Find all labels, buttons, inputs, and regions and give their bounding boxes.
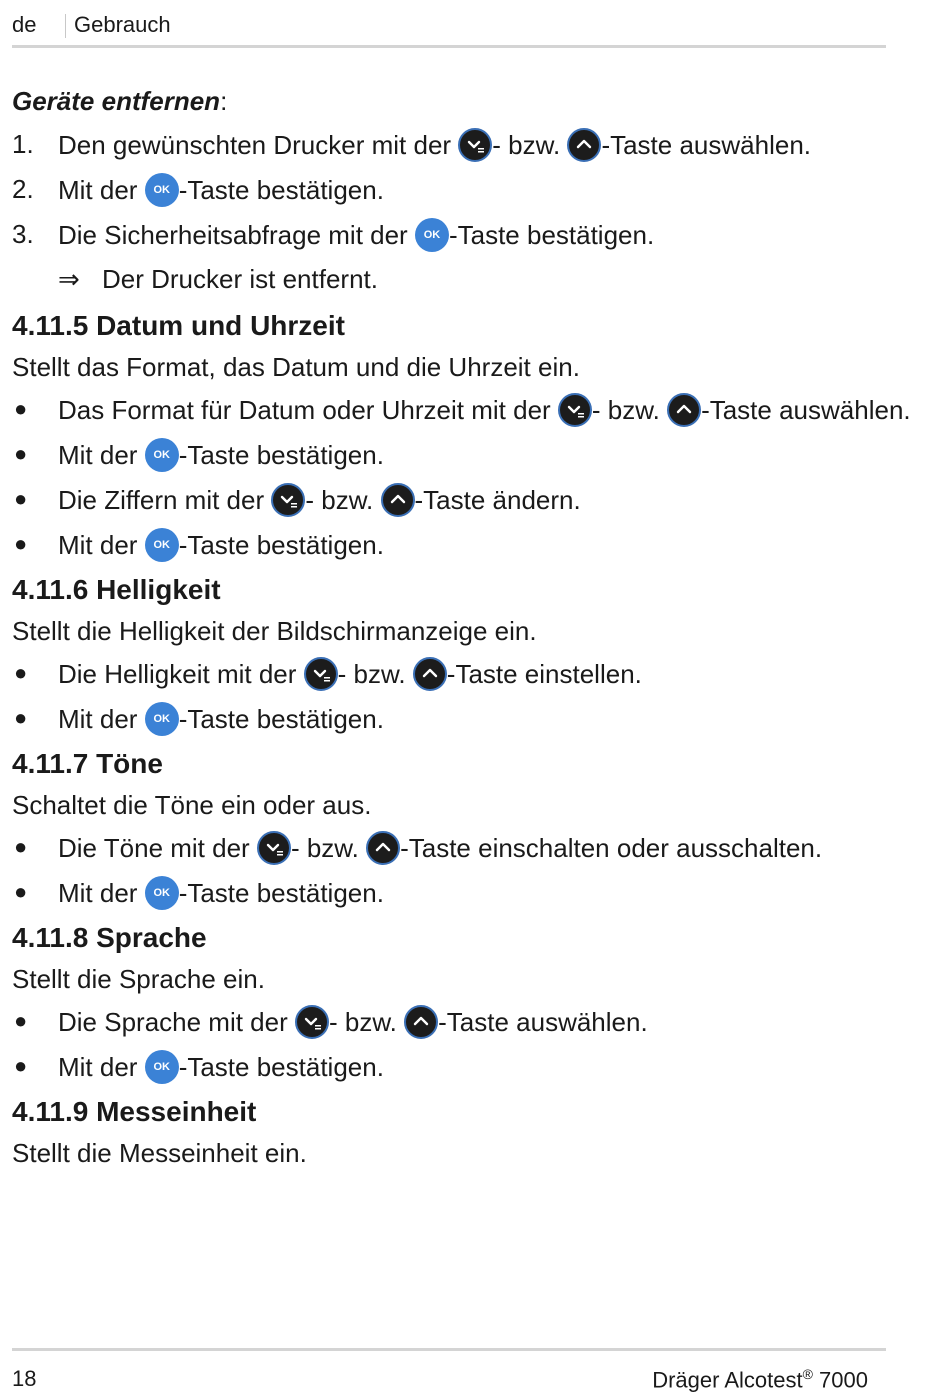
header-separator — [65, 14, 66, 38]
list-item: ● Mit der OK -Taste bestätigen. — [14, 1052, 384, 1082]
down-menu-key-icon — [271, 483, 305, 517]
list-item: ● Mit der OK -Taste bestätigen. — [14, 878, 384, 908]
step-item: 1. Den gewünschten Drucker mit der - bzw. -Taste auswählen. — [12, 129, 811, 160]
step-item: 3. Die Sicherheitsabfrage mit der OK -Taste bestätigen. — [12, 219, 655, 250]
header-rule — [12, 45, 886, 48]
remove-devices-heading: Geräte entfernen: — [12, 86, 228, 116]
page-content — [12, 82, 912, 1179]
bullet-icon: ● — [14, 660, 28, 685]
section-title: 4.11.6 Helligkeit — [12, 574, 221, 605]
up-key-icon — [381, 483, 415, 517]
page-number: 18 — [12, 1366, 37, 1391]
section-description: Stellt die Sprache ein. — [12, 964, 265, 994]
section-description: Stellt das Format, das Datum und die Uhrzeit ein. — [12, 352, 580, 382]
section-brightness — [12, 573, 912, 736]
ok-key-icon: OK — [145, 1050, 179, 1084]
down-menu-key-icon — [458, 128, 492, 162]
ok-key-icon: OK — [145, 528, 179, 562]
bullet-icon: ● — [14, 879, 28, 904]
ok-key-icon: OK — [145, 438, 179, 472]
language-code: de — [12, 12, 37, 37]
up-key-icon — [413, 657, 447, 691]
bullet-icon: ● — [14, 396, 28, 421]
up-key-icon — [667, 393, 701, 427]
section-title: 4.11.9 Messeinheit — [12, 1096, 257, 1127]
list-item: ● Mit der OK -Taste bestätigen. — [14, 530, 384, 560]
bullet-icon: ● — [14, 441, 28, 466]
down-menu-key-icon — [257, 831, 291, 865]
section-title: 4.11.7 Töne — [12, 748, 163, 779]
ok-key-icon: OK — [145, 173, 179, 207]
bullet-icon: ● — [14, 834, 28, 859]
up-key-icon — [404, 1005, 438, 1039]
footer-rule — [12, 1348, 886, 1351]
bullet-icon: ● — [14, 531, 28, 556]
list-item: ● Mit der OK -Taste bestätigen. — [14, 440, 384, 470]
step-item: 2. Mit der OK -Taste bestätigen. — [12, 174, 384, 205]
section-title: 4.11.8 Sprache — [12, 922, 207, 953]
page-header — [12, 12, 886, 46]
section-unit — [12, 1095, 912, 1169]
section-language — [12, 921, 912, 1084]
step-number: 2. — [12, 174, 34, 204]
section-title: 4.11.5 Datum und Uhrzeit — [12, 310, 345, 341]
ok-key-icon: OK — [415, 218, 449, 252]
down-menu-key-icon — [558, 393, 592, 427]
list-item: ● Die Töne mit der - bzw. -Taste einschalten oder ausschalten. — [14, 833, 823, 863]
section-description: Schaltet die Töne ein oder aus. — [12, 790, 372, 820]
ok-key-icon: OK — [145, 702, 179, 736]
bullet-icon: ● — [14, 705, 28, 730]
up-key-icon — [567, 128, 601, 162]
product-name: Dräger Alcotest® 7000 — [652, 1366, 868, 1393]
bullet-icon: ● — [14, 486, 28, 511]
chapter-name: Gebrauch — [74, 12, 171, 37]
list-item: ● Die Sprache mit der - bzw. -Taste auswählen. — [14, 1007, 648, 1037]
down-menu-key-icon — [304, 657, 338, 691]
list-item: ● Die Helligkeit mit der - bzw. -Taste einstellen. — [14, 659, 642, 689]
list-item: ● Die Ziffern mit der - bzw. -Taste ändern. — [14, 485, 581, 515]
step-number: 3. — [12, 219, 34, 249]
ok-key-icon: OK — [145, 876, 179, 910]
section-date-time — [12, 309, 912, 562]
list-item: ● Mit der OK -Taste bestätigen. — [14, 704, 384, 734]
section-tones — [12, 747, 912, 910]
section-description: Stellt die Messeinheit ein. — [12, 1138, 307, 1168]
bullet-icon: ● — [14, 1008, 28, 1033]
step-result: ⇒ Der Drucker ist entfernt. — [58, 264, 378, 294]
bullet-icon: ● — [14, 1053, 28, 1078]
down-menu-key-icon — [295, 1005, 329, 1039]
result-arrow-icon: ⇒ — [58, 264, 80, 294]
section-description: Stellt die Helligkeit der Bildschirmanzeige ein. — [12, 616, 537, 646]
up-key-icon — [366, 831, 400, 865]
list-item: ● Das Format für Datum oder Uhrzeit mit der - bzw. -Taste auswählen. — [14, 395, 911, 425]
step-number: 1. — [12, 129, 34, 159]
